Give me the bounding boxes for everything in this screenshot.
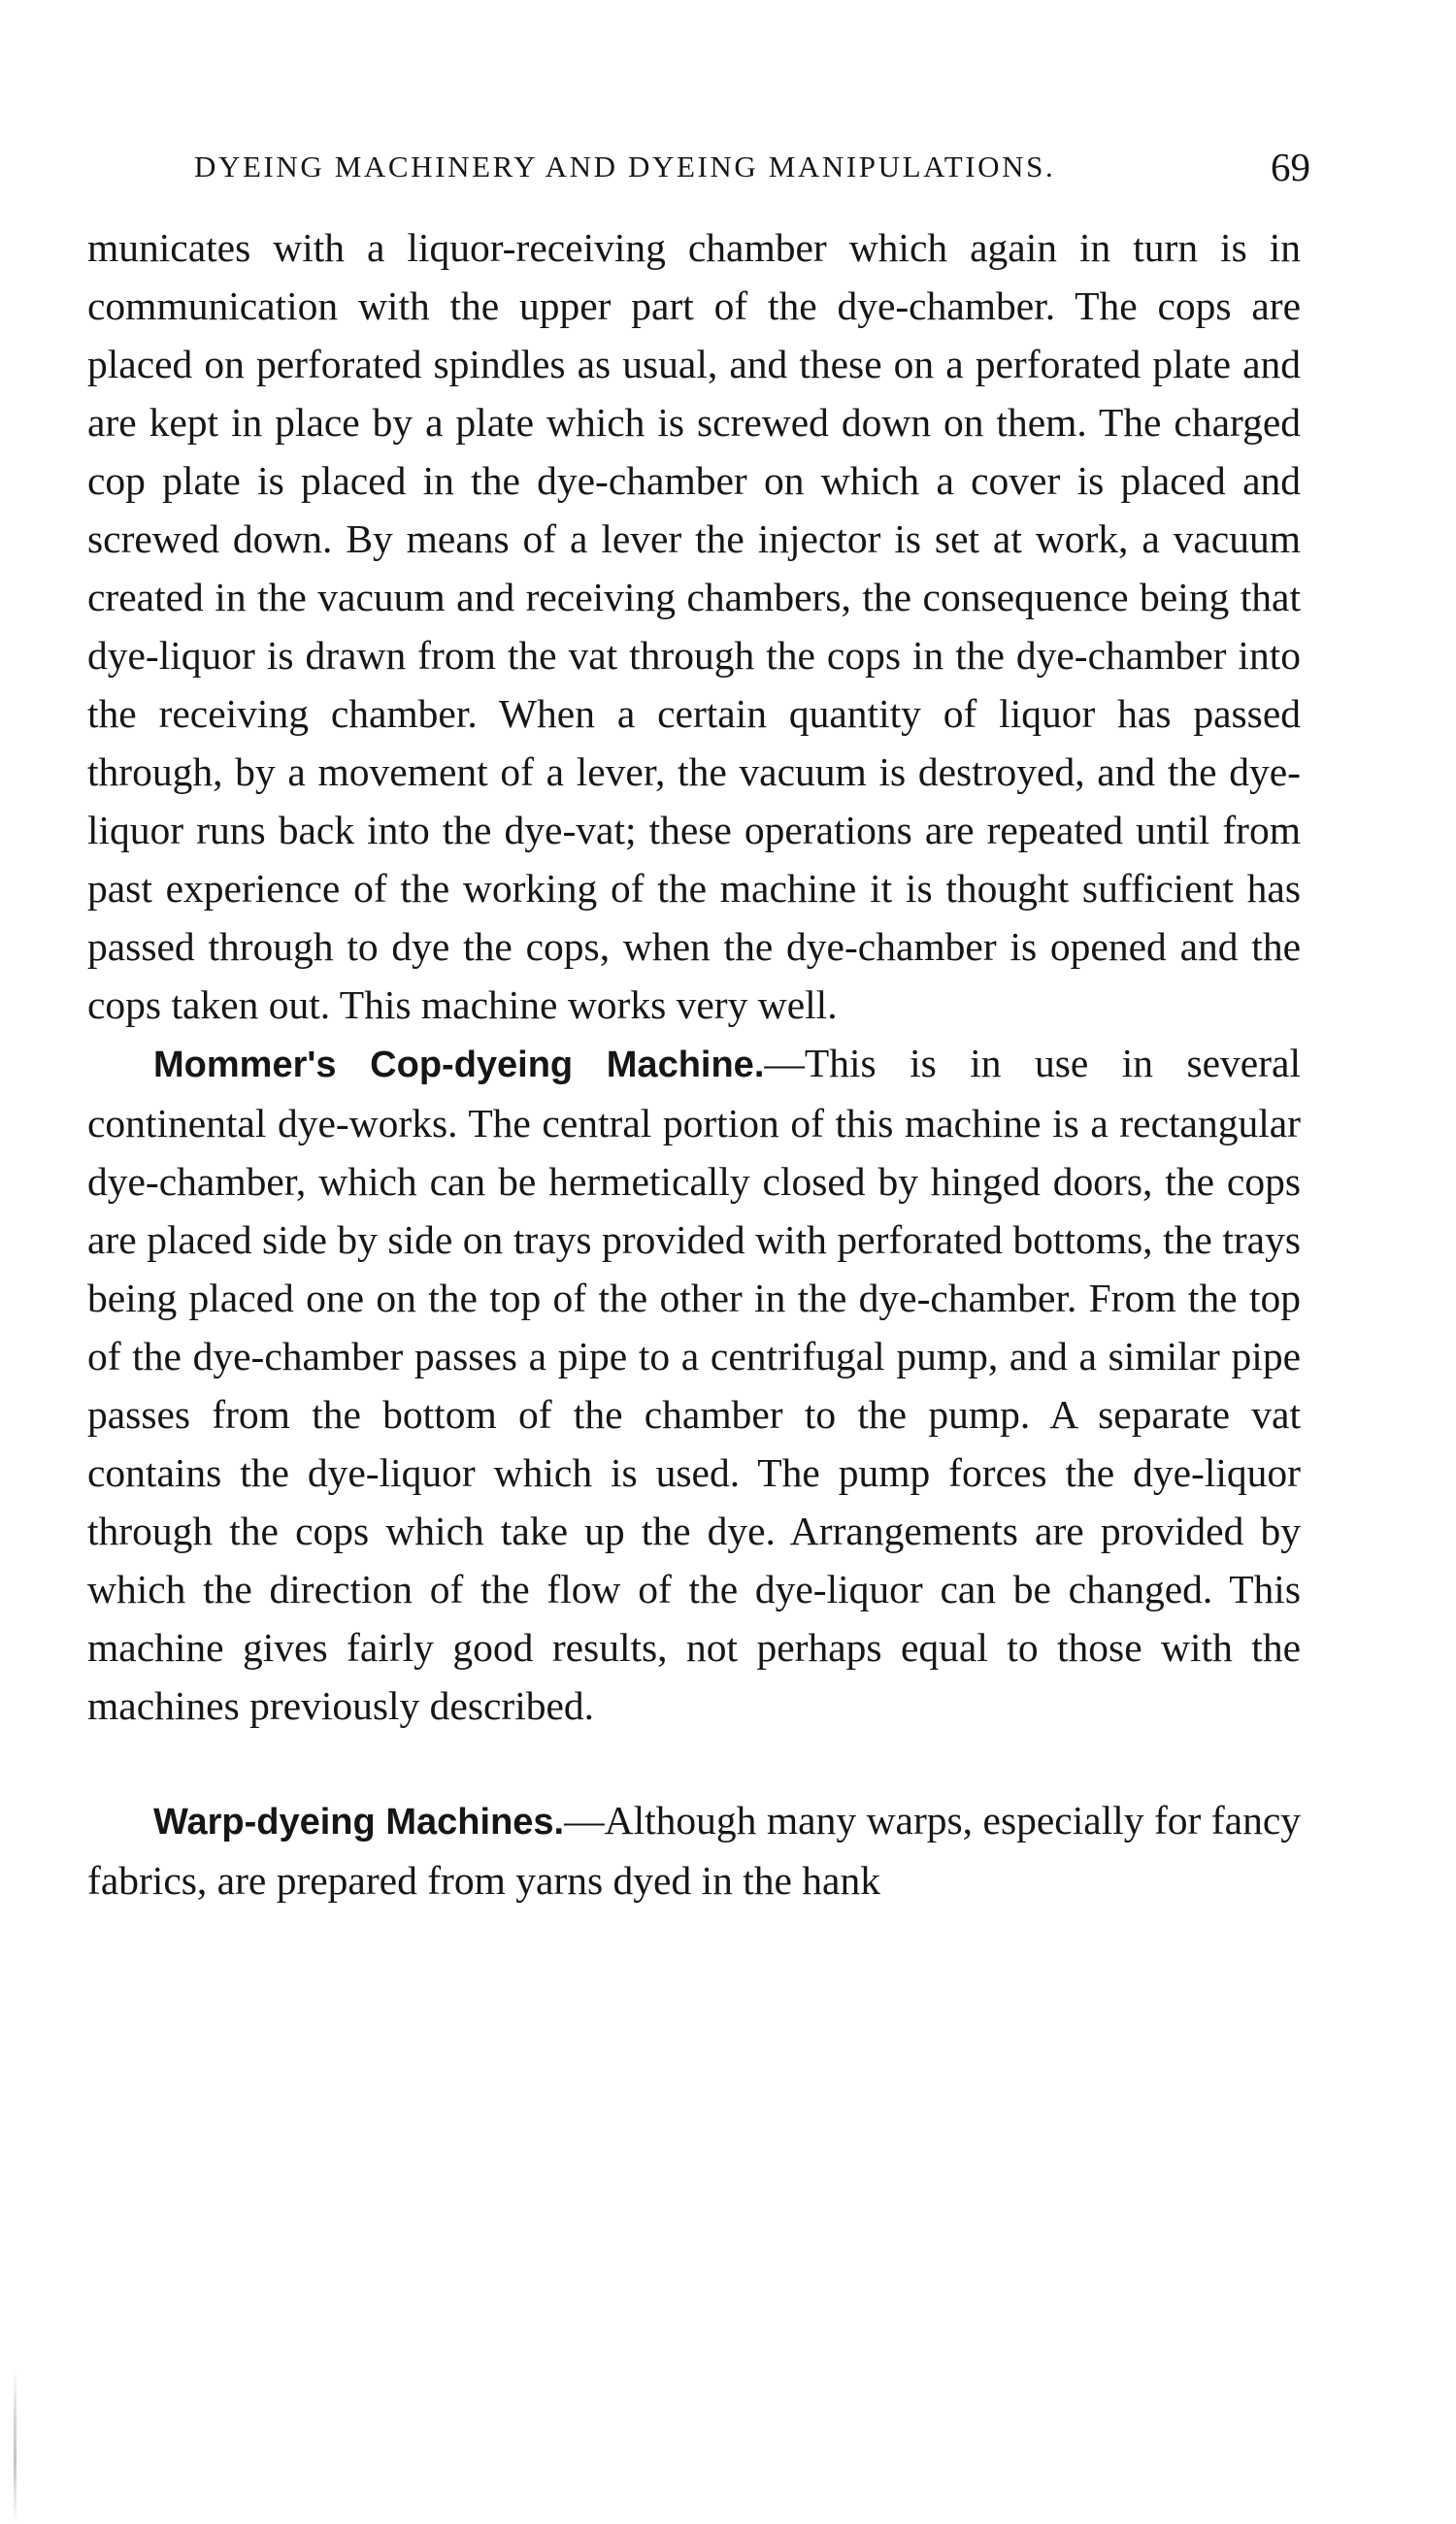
run-in-heading: Mommer's Cop-dyeing Machine. xyxy=(153,1045,765,1085)
scan-edge-mark xyxy=(14,2369,17,2524)
running-title: DYEING MACHINERY AND DYEING MANIPULATIONS. xyxy=(194,149,1056,183)
paragraph-text: —Although many warps, especially for fancy fabrics, are prepared from yarns dyed in the hank xyxy=(87,1798,1301,1903)
body-text xyxy=(87,218,1301,1910)
paragraph-continued xyxy=(87,218,1301,1034)
paragraph-text: —This is in use in several continental dye-works. The central portion of this machine is a rectangular dye-chamber, which can be hermetically closed by hinged doors, the cops are placed side by side on trays provided with perforated bottoms, the trays being placed one on the top of the other in the dye-chamber. From the top of the dye-chamber passes a pipe to a centrifugal pump, and a similar pipe passes from the bottom of the chamber to the pump. A separate vat contains the dye-liquor which is used. The pump forces the dye-liquor through the cops which take up the dye. Arrangements are provided by which the direction of the flow of the dye-liquor can be changed. This machine gives fairly good results, not perhaps equal to those with the machines previously described. xyxy=(87,1041,1301,1728)
run-in-heading: Warp-dyeing Machines. xyxy=(153,1802,565,1843)
paragraph-warp-dyeing xyxy=(87,1791,1301,1910)
page-number: 69 xyxy=(1271,145,1310,189)
running-head xyxy=(194,143,1318,191)
paragraph-mommers-machine xyxy=(87,1034,1301,1735)
paragraph-text: municates with a liquor-receiving chamber which again in turn is in communication with the upper part of the dye-chamber. The cops are placed on perforated spindles as usual, and these on a perforated plate and are kept in place by a plate which is screwed down on them. The charged cop plate is placed in the dye-chamber on which a cover is placed and screwed down. By means of a lever the injector is set at work, a vacuum created in the vacuum and receiving chambers, the consequence being that dye-liquor is drawn from the vat through the cops in the dye-chamber into the receiving chamber. When a certain quantity of liquor has passed through, by a movement of a lever, the vacuum is destroyed, and the dye-liquor runs back into the dye-vat; these operations are repeated until from past experience of the working of the machine it is thought sufficient has passed through to dye the cops, when the dye-chamber is opened and the cops taken out. This machine works very well. xyxy=(87,225,1301,1027)
